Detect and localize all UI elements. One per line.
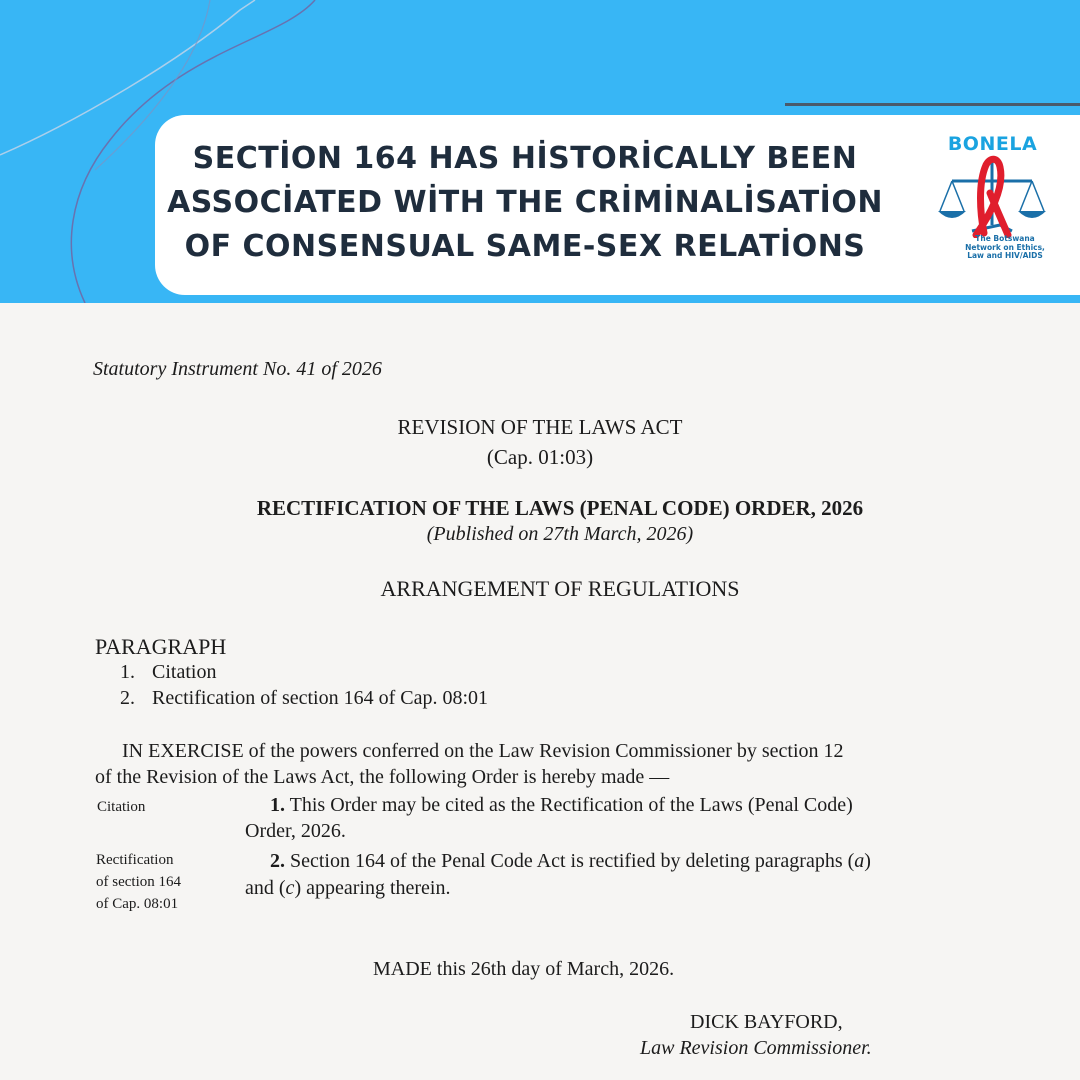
headline-line-2: ASSOCİATED WİTH THE CRİMİNALİSATİON bbox=[167, 185, 883, 220]
signer-name: DICK BAYFORD, bbox=[690, 1011, 843, 1033]
headline-card bbox=[155, 115, 1080, 295]
toc-item bbox=[120, 687, 488, 710]
clause-2-para-a: a bbox=[854, 850, 865, 872]
toc-item-number: 1. bbox=[120, 661, 135, 683]
clause-2-line-2 bbox=[245, 877, 450, 900]
headline bbox=[155, 137, 895, 269]
decorative-line bbox=[785, 103, 1080, 106]
enacting-clause-line-1: IN EXERCISE of the powers conferred on the Law Revision Commissioner by section 12 bbox=[122, 740, 844, 762]
margin-note-line: of section 164 bbox=[96, 874, 181, 890]
toc-item-text: Rectification of section 164 of Cap. 08:01 bbox=[152, 687, 489, 709]
toc-item-text: Citation bbox=[152, 661, 217, 683]
signer-title: Law Revision Commissioner. bbox=[640, 1037, 872, 1059]
clause-2-para-c: c bbox=[285, 877, 295, 899]
bonela-logo bbox=[930, 131, 1055, 281]
paragraph-heading: PARAGRAPH bbox=[95, 634, 227, 659]
clause-1-line-1 bbox=[270, 794, 853, 817]
margin-note-line: Rectification bbox=[96, 852, 174, 868]
toc-item bbox=[120, 661, 216, 684]
clause-1-line-2: Order, 2026. bbox=[245, 820, 346, 842]
logo-tagline: The Botswana Network on Ethics, Law and HIV/AIDS bbox=[965, 234, 1045, 260]
order-title: RECTIFICATION OF THE LAWS (PENAL CODE) ORDER, 2026 bbox=[256, 496, 864, 520]
toc-item-number: 2. bbox=[120, 687, 135, 709]
clause-1-number: 1. bbox=[270, 794, 285, 816]
headline-line-1: SECTİON 164 HAS HİSTORİCALLY BEEN bbox=[192, 141, 858, 176]
act-title: REVISION OF THE LAWS ACT bbox=[397, 415, 683, 439]
act-cap: (Cap. 01:03) bbox=[486, 445, 594, 469]
header-banner bbox=[0, 0, 1080, 303]
scales-ribbon-icon bbox=[930, 153, 1055, 238]
margin-note-line: of Cap. 08:01 bbox=[96, 896, 179, 912]
statutory-instrument-number: Statutory Instrument No. 41 of 2026 bbox=[93, 358, 382, 380]
enacting-clause-line-2: of the Revision of the Laws Act, the following Order is hereby made — bbox=[95, 766, 670, 788]
margin-note-citation: Citation bbox=[97, 799, 146, 815]
headline-line-3: OF CONSENSUAL SAME-SEX RELATİONS bbox=[184, 229, 866, 264]
clause-2-number: 2. bbox=[270, 850, 285, 872]
clause-2-line-1 bbox=[270, 850, 871, 873]
made-date-line: MADE this 26th day of March, 2026. bbox=[373, 958, 675, 980]
clause-2-text-end: ) appearing therein. bbox=[294, 877, 451, 899]
margin-note-rectification bbox=[96, 849, 181, 915]
arrangement-heading: ARRANGEMENT OF REGULATIONS bbox=[380, 576, 740, 601]
clause-1-text: This Order may be cited as the Rectification of the Laws (Penal Code) bbox=[289, 794, 853, 816]
clause-2-text: Section 164 of the Penal Code Act is rectified by deleting paragraphs ( bbox=[290, 850, 855, 872]
logo-name: BONELA bbox=[947, 133, 1038, 155]
publication-date: (Published on 27th March, 2026) bbox=[426, 523, 694, 545]
clause-2-text-close: ) bbox=[864, 850, 871, 872]
statutory-document bbox=[0, 303, 1080, 1080]
clause-2-text-open: and ( bbox=[245, 877, 286, 899]
